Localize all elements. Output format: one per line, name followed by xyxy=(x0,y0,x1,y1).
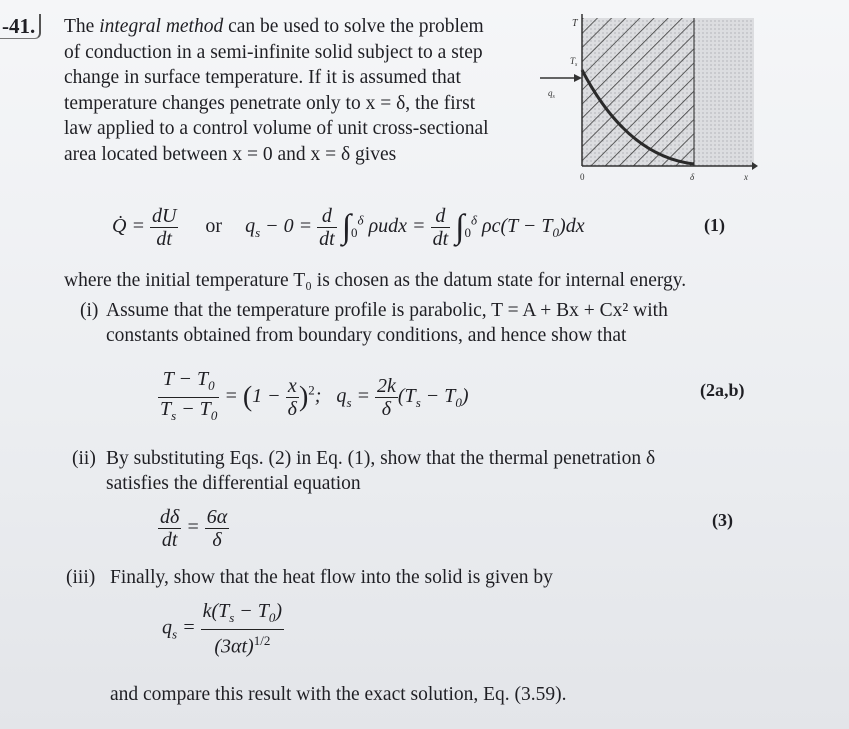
equation-3: $\frac{d\delta}{dt}$ = $\frac{6\alpha}{\delta}$ xyxy=(160,506,228,551)
penetration-region xyxy=(582,18,694,166)
label-T: T xyxy=(572,18,578,29)
equation-2: $\frac{T - T_0}{T_s - T_0}$ = (1 − $\frac{x}{\delta}$ )$^2$; $q_s$ = $\frac{2k}{\delta}$ $(T_s - T_0)$ xyxy=(160,368,469,423)
label-qs: $q_s$ xyxy=(548,88,555,100)
penetration-diagram xyxy=(522,8,758,186)
problem-number: -41. xyxy=(0,14,41,39)
intro-emphasis: integral method xyxy=(99,16,224,37)
equation-3-number: (3) xyxy=(712,510,733,530)
equation-1-number: (1) xyxy=(704,215,725,235)
part-iii-label: (iii) xyxy=(66,567,96,588)
part-i-text: Assume that the temperature profile is parabolic, T = A + Bx + Cx² with constants obtained from boundary conditions, and hence show that xyxy=(106,300,668,346)
equation-1: Q̇ = $\frac{dU}{dt}$ or $q_s - 0$ = $\frac{d}{dt}$ $\int_0^\delta$ ρudx = $\frac{d}{dt}$ $\int_0^\delta$ $\rho c(T - T_0)dx$ xyxy=(112,205,585,250)
equation-4: $q_s$ = $\frac{k(T_s - T_0)}{(3\alpha t)^{1/2}}$ xyxy=(162,600,283,658)
equation-2-number: (2a,b) xyxy=(700,380,745,400)
intro-body: can be used to solve the problem of conduction in a semi-infinite solid subject to a step change in surface temperature. If it is assumed that temperature changes penetrate only to x = δ, the first law applied to a control volume of unit cross-sectional area located between x = 0 and x = δ gives xyxy=(64,16,489,165)
part-i-label: (i) xyxy=(80,300,99,321)
label-x: x xyxy=(744,172,748,182)
part-iii-text: Finally, show that the heat flow into the solid is given by xyxy=(110,567,553,588)
eq1-or: or xyxy=(205,215,223,238)
closing-text: and compare this result with the exact solution, Eq. (3.59). xyxy=(110,684,567,705)
part-ii-label: (ii) xyxy=(72,448,96,469)
label-delta: δ xyxy=(690,172,695,182)
label-zero: 0 xyxy=(580,172,585,182)
problem-intro xyxy=(64,14,504,167)
after-eq1-text: where the initial temperature T₀ is chosen as the datum state for internal energy. xyxy=(64,270,687,291)
part-ii-text: By substituting Eqs. (2) in Eq. (1), show that the thermal penetration δ satisfies the differential equation xyxy=(106,448,656,494)
label-Ts: $T_s$ xyxy=(570,56,578,68)
intro-pre: The xyxy=(64,16,100,37)
